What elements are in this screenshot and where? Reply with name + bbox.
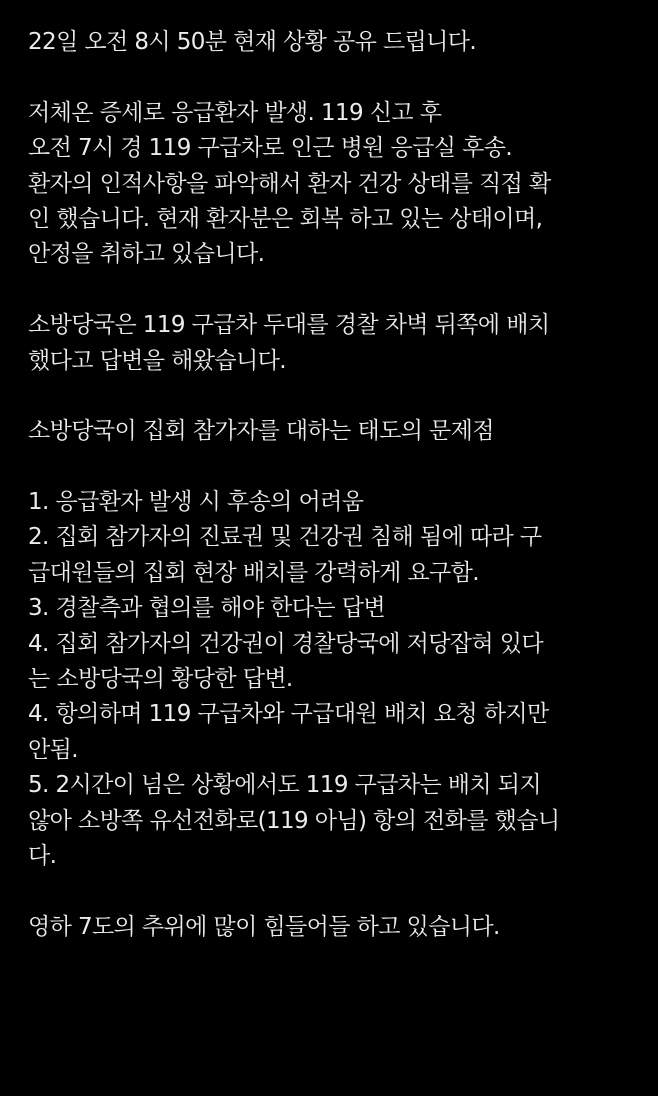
paragraph-break: [28, 874, 638, 909]
message-text: [28, 25, 638, 945]
message-line: 영하 7도의 추위에 많이 힘들어들 하고 있습니다.: [28, 913, 500, 940]
message-line: 소방당국이 집회 참가자를 대하는 태도의 문제점: [28, 418, 494, 445]
list-item: 5. 2시간이 넘은 상황에서도 119 구급차는 배치 되지: [28, 772, 541, 799]
message-line: 22일 오전 8시 50분 현재 상황 공유 드립니다.: [28, 29, 477, 55]
list-item: 안됨.: [28, 736, 78, 763]
message-line: 환자의 인적사항을 파악해서 환자 건강 상태를 직접 확: [28, 170, 551, 197]
list-item: 3. 경찰측과 협의를 해야 한다는 답변: [28, 595, 385, 622]
message-line: 오전 7시 경 119 구급차로 인근 병원 응급실 후송.: [28, 135, 513, 162]
message-line: 소방당국은 119 구급차 두대를 경찰 차벽 뒤쪽에 배치: [28, 312, 550, 339]
list-item: 다.: [28, 842, 57, 869]
message-line: 인 했습니다. 현재 환자분은 회복 하고 있는 상태이며,: [28, 205, 543, 232]
list-item: 는 소방당국의 황당한 답변.: [28, 666, 293, 693]
list-item: 1. 응급환자 발생 시 후송의 어려움: [28, 489, 364, 516]
list-item: 4. 항의하며 119 구급차와 구급대원 배치 요청 하지만: [28, 701, 549, 728]
list-item: 않아 소방쪽 유선전화로(119 아님) 항의 전화를 했습니: [28, 807, 560, 834]
list-item: 4. 집회 참가자의 건강권이 경찰당국에 저당잡혀 있다: [28, 630, 543, 657]
paragraph-break: [28, 273, 638, 308]
paragraph-break: [28, 450, 638, 485]
message-line: 저체온 증세로 응급환자 발생. 119 신고 후: [28, 99, 442, 126]
message-line: 했다고 답변을 해왔습니다.: [28, 347, 286, 374]
list-item: 급대원들의 집회 현장 배치를 강력하게 요구함.: [28, 559, 480, 586]
list-item: 2. 집회 참가자의 진료권 및 건강권 침해 됨에 따라 구: [28, 524, 542, 551]
paragraph-break: [28, 60, 638, 95]
message-line: 안정을 취하고 있습니다.: [28, 241, 265, 268]
paragraph-break: [28, 379, 638, 414]
